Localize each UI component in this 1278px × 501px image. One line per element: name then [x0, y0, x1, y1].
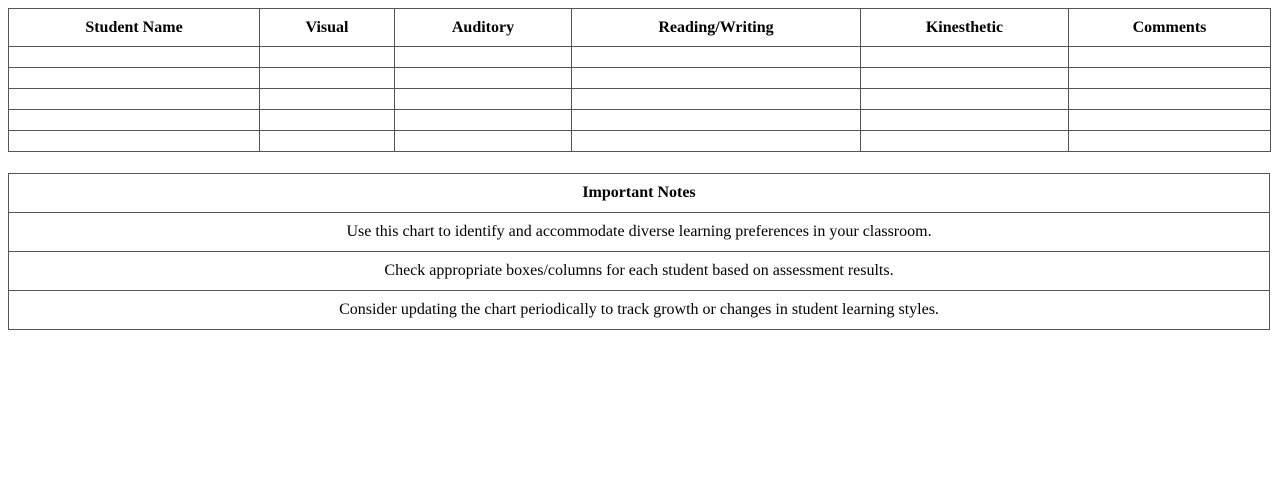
note-item: Use this chart to identify and accommodate diverse learning preferences in your classroom. — [9, 213, 1270, 252]
auditory-cell[interactable] — [395, 68, 572, 89]
important-notes-table — [8, 173, 1270, 330]
table-row — [9, 47, 1271, 68]
header-comments: Comments — [1069, 9, 1271, 47]
kinesthetic-cell[interactable] — [861, 131, 1069, 152]
visual-cell[interactable] — [260, 47, 395, 68]
header-auditory: Auditory — [395, 9, 572, 47]
note-item: Consider updating the chart periodically to track growth or changes in student learning styles. — [9, 291, 1270, 330]
student-name-cell[interactable] — [9, 68, 260, 89]
reading-writing-cell[interactable] — [572, 110, 861, 131]
reading-writing-cell[interactable] — [572, 68, 861, 89]
reading-writing-cell[interactable] — [572, 47, 861, 68]
comments-cell[interactable] — [1069, 89, 1271, 110]
header-visual: Visual — [260, 9, 395, 47]
table-row — [9, 89, 1271, 110]
comments-cell[interactable] — [1069, 47, 1271, 68]
notes-row — [9, 291, 1270, 330]
visual-cell[interactable] — [260, 68, 395, 89]
header-student-name: Student Name — [9, 9, 260, 47]
kinesthetic-cell[interactable] — [861, 89, 1069, 110]
table-row — [9, 110, 1271, 131]
table-row — [9, 68, 1271, 89]
auditory-cell[interactable] — [395, 110, 572, 131]
header-reading-writing: Reading/Writing — [572, 9, 861, 47]
table-header-row — [9, 9, 1271, 47]
student-name-cell[interactable] — [9, 110, 260, 131]
visual-cell[interactable] — [260, 131, 395, 152]
visual-cell[interactable] — [260, 89, 395, 110]
reading-writing-cell[interactable] — [572, 131, 861, 152]
auditory-cell[interactable] — [395, 47, 572, 68]
kinesthetic-cell[interactable] — [861, 68, 1069, 89]
visual-cell[interactable] — [260, 110, 395, 131]
learning-styles-table — [8, 8, 1271, 152]
notes-row — [9, 213, 1270, 252]
reading-writing-cell[interactable] — [572, 89, 861, 110]
kinesthetic-cell[interactable] — [861, 110, 1069, 131]
student-name-cell[interactable] — [9, 131, 260, 152]
student-name-cell[interactable] — [9, 89, 260, 110]
notes-header-row — [9, 174, 1270, 213]
table-row — [9, 131, 1271, 152]
kinesthetic-cell[interactable] — [861, 47, 1069, 68]
auditory-cell[interactable] — [395, 89, 572, 110]
header-kinesthetic: Kinesthetic — [861, 9, 1069, 47]
note-item: Check appropriate boxes/columns for each student based on assessment results. — [9, 252, 1270, 291]
comments-cell[interactable] — [1069, 110, 1271, 131]
notes-row — [9, 252, 1270, 291]
comments-cell[interactable] — [1069, 131, 1271, 152]
notes-title: Important Notes — [9, 174, 1270, 213]
auditory-cell[interactable] — [395, 131, 572, 152]
comments-cell[interactable] — [1069, 68, 1271, 89]
student-name-cell[interactable] — [9, 47, 260, 68]
